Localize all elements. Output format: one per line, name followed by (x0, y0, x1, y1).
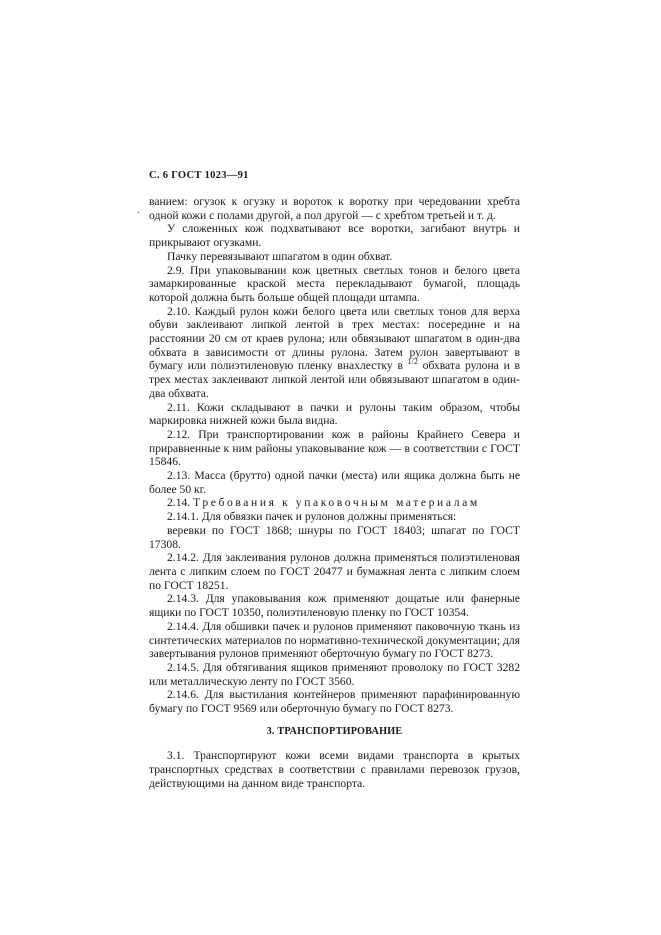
paragraph-2-14-2: 2.14.2. Для заклеивания рулонов должна применяться полиэтиленовая лента с липким слоем по ГОСТ 20477 и бумажная лента с липким слоем по ГОСТ 18251. (149, 551, 520, 592)
paragraph-2-10-part1: 2.10. Каждый рулон кожи белого цвета или светлых тонов для верха обуви заклеивают липкой лентой в трех местах: посередине и на расстоянии 20 см от краев рулона; или обвязывают шпагатом в один-два обхвата в зависимости от длины рулона. Затем рулон завертывают в бумагу или полиэтиленовую пленку внахлестку в (149, 304, 520, 373)
section-heading: 3. ТРАНСПОРТИРОВАНИЕ (266, 725, 403, 737)
subsection-title: Требования к упаковочным материалам (193, 496, 480, 510)
paragraph: Пачку перевязывают шпагатом в один обхват. (167, 249, 393, 263)
paragraph-2-14-6: 2.14.6. Для выстилания контейнеров применяют парафинированную бумагу по ГОСТ 9569 или оберточную бумагу по ГОСТ 8273. (149, 688, 520, 716)
paragraph-2-14-1: 2.14.1. Для обвязки пачек и рулонов должны применяться: (167, 510, 457, 524)
paragraph-2-14-3: 2.14.3. Для упаковывания кож применяют дощатые или фанерные ящики по ГОСТ 10350, полиэтиленовую пленку по ГОСТ 10354. (149, 592, 520, 620)
paragraph-2-12: 2.12. При транспортировании кож в районы Крайнего Севера и приравненные к ним районы упаковывание кож — в соответствии с ГОСТ 15846. (149, 427, 520, 469)
paragraph-continuation: ванием: огузок к огузку и вороток к воротку при чередовании хребта одной кожи с полами другой, а пол другой — с хребтом третьей и т. д. (149, 195, 520, 222)
section-number: 2.14. (167, 496, 194, 510)
paragraph-2-14 (149, 496, 520, 510)
paragraph-2-14-5: 2.14.5. Для обтягивания ящиков применяют проволоку по ГОСТ 3282 или металлическую ленту по ГОСТ 3560. (149, 660, 520, 688)
paragraph-2-9: 2.9. При упаковывании кож цветных светлых тонов и белого цвета замаркированные краской места перекладывают бумагой, площадь которой должна быть больше общей площади штампа. (149, 263, 520, 304)
paragraph: У сложенных кож подхватывают все воротки, загибают внутрь и прикрывают огузками. (149, 222, 520, 250)
paragraph: веревки по ГОСТ 1868; шнуры по ГОСТ 18403; шпагат по ГОСТ 17308. (149, 523, 520, 551)
document-body (149, 195, 520, 791)
margin-mark: · (137, 208, 141, 219)
paragraph-2-10-part2: обхвата рулона и в трех местах заклеивают липкой лентой или обвязывают шпагатом в один-два обхвата. (149, 359, 520, 400)
paragraph-3-1: 3.1. Транспортируют кожи всеми видами транспорта в крытых транспортных средствах в соответствии с правилами перевозок грузов, действующими на данном виде транспорта. (149, 749, 520, 790)
page-header: С. 6 ГОСТ 1023—91 (149, 170, 249, 181)
paragraph-2-13: 2.13. Масса (брутто) одной пачки (места) или ящика должна быть не более 50 кг. (149, 469, 520, 496)
fraction-half: 1/2 (407, 357, 418, 367)
paragraph-2-10 (149, 305, 520, 401)
paragraph-2-14-4: 2.14.4. Для обшивки пачек и рулонов применяют паковочную ткань из синтетических материалов по нормативно-технической документации; для завертывания рулонов применяют оберточную бумагу по ГОСТ 8273. (149, 619, 520, 661)
paragraph-2-11: 2.11. Кожи складывают в пачки и рулоны таким образом, чтобы маркировка нижней кожи была видна. (149, 400, 520, 428)
